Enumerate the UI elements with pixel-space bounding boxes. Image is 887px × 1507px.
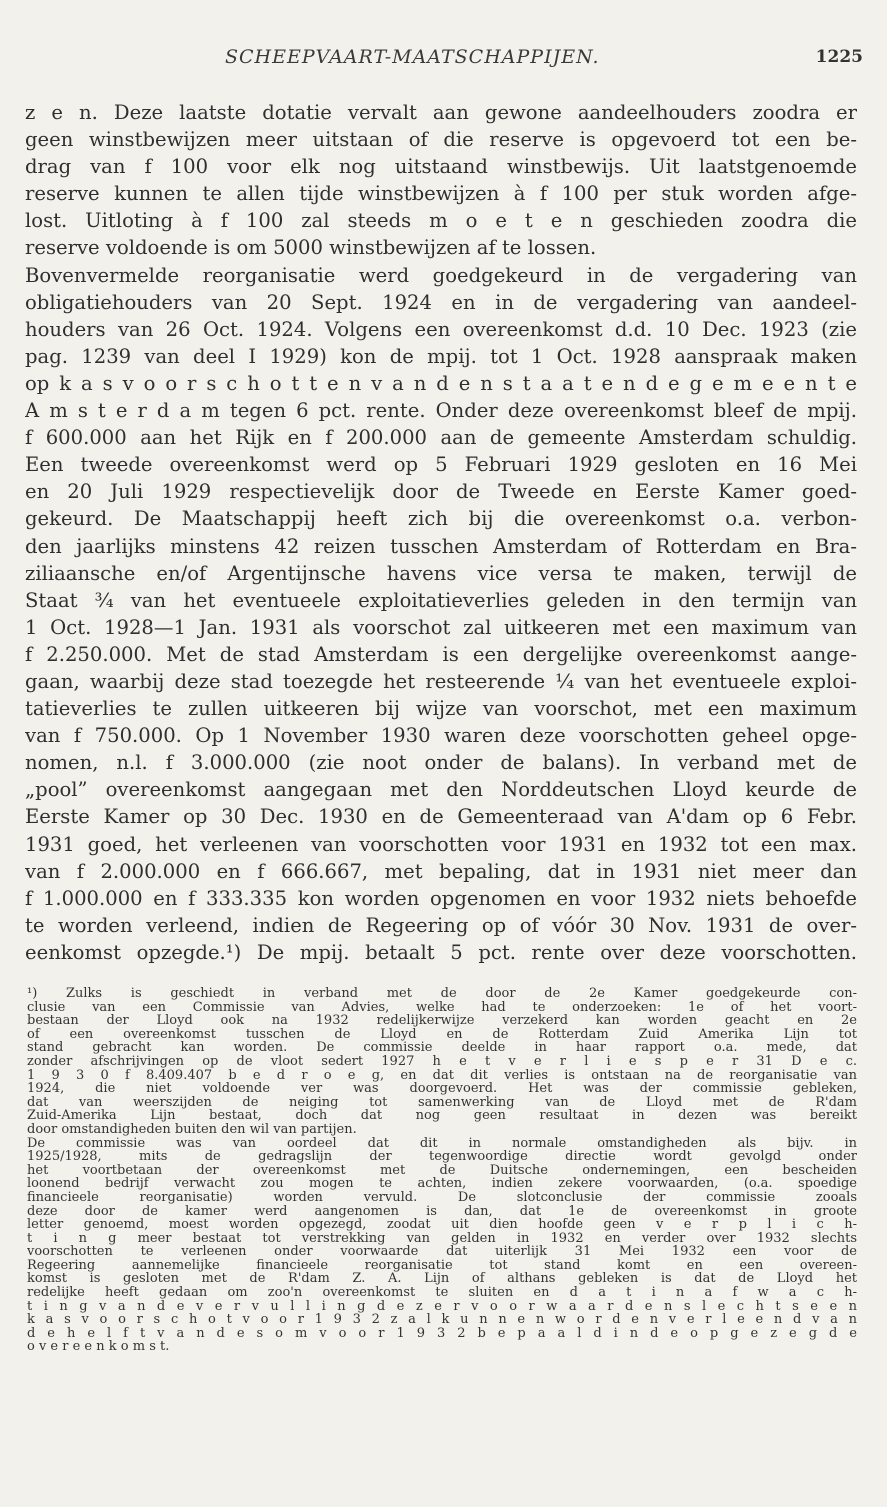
footnote-line: t i n g v a n d e v e r v u l l i n g d e z e r v o o r w a a r d e n s l e c h t s e e n: [27, 1299, 857, 1314]
footnote-line: voorschotten te verleenen onder voorwaarde dat uiterlijk 31 Mei 1932 een voor de: [27, 1245, 857, 1259]
text-line: f 600.000 aan het Rijk en f 200.000 aan de gemeente Amsterdam schuldig.: [25, 426, 857, 450]
footnote-line: loonend bedrijf verwacht zou mogen te achten, indien zekere voorwaarden, (o.a. spoedige: [27, 1177, 857, 1191]
text-line: gekeurd. De Maatschappij heeft zich bij die overeenkomst o.a. verbon-: [25, 507, 857, 531]
text-line: obligatiehouders van 20 Sept. 1924 en in de vergadering van aandeel-: [25, 290, 857, 314]
footnote-line: redelijke heeft gedaan om zoo'n overeenkomst te sluiten en d a t i n a f w a c h-: [27, 1286, 857, 1300]
text-line: nomen, n.l. f 3.000.000 (zie noot onder de balans). In verband met de: [25, 751, 857, 775]
text-line: lost. Uitloting à f 100 zal steeds m o e t e n geschieden zoodra die: [25, 209, 857, 233]
text-line: eenkomst opzegde.¹) De mpij. betaalt 5 pct. rente over deze voorschotten.: [25, 940, 857, 964]
text-line: pag. 1239 van deel I 1929) kon de mpij. tot 1 Oct. 1928 aanspraak maken: [25, 344, 857, 368]
footnote-line: 1924, die niet voldoende ver was doorgevoerd. Het was der commissie gebleken,: [27, 1082, 857, 1096]
text-line: f 1.000.000 en f 333.335 kon worden opgenomen en voor 1932 niets behoefde: [25, 886, 857, 910]
footnote-line: 1 9 3 0 f 8.409.407 b e d r o e g, en dat dit verlies is ontstaan na de reorganisatie van: [27, 1068, 857, 1083]
text-line: Bovenvermelde reorganisatie werd goedgekeurd in de vergadering van: [25, 263, 857, 287]
text-line: Een tweede overeenkomst werd op 5 Februari 1929 gesloten en 16 Mei: [25, 453, 857, 477]
text-line: z e n. Deze laatste dotatie vervalt aan gewone aandeelhouders zoodra er: [25, 101, 857, 124]
footnote-line: bestaan der Lloyd ook na 1932 redelijkerwijze verzekerd kan worden geacht en 2e: [27, 1014, 857, 1028]
footnote-line: o v e r e e n k o m s t.: [27, 1340, 170, 1355]
text-line: houders van 26 Oct. 1924. Volgens een overeenkomst d.d. 10 Dec. 1923 (zie: [25, 317, 857, 341]
text-line: van f 2.000.000 en f 666.667, met bepaling, dat in 1931 niet meer dan: [25, 859, 857, 883]
text-line: Eerste Kamer op 30 Dec. 1930 en de Gemeenteraad van A'dam op 6 Febr.: [25, 805, 857, 829]
text-line: ziliaansche en/of Argentijnsche havens vice versa te maken, terwijl de: [25, 561, 857, 585]
text-line: Staat ¾ van het eventueele exploitatieverlies geleden in den termijn van: [25, 588, 857, 612]
text-line: te worden verleend, indien de Regeering op of vóór 30 Nov. 1931 de over-: [25, 913, 857, 937]
text-line: reserve kunnen te allen tijde winstbewijzen à f 100 per stuk worden afge-: [25, 182, 857, 206]
footnote-line: clusie van een Commissie van Advies, welke had te onderzoeken: 1e of het voort-: [27, 1000, 857, 1015]
text-line: gaan, waarbij deze stad toezegde het resteerende ¼ van het eventueele exploi-: [25, 669, 857, 693]
text-line: op k a s v o o r s c h o t t e n v a n d e n s t a a t e n d e g e m e e n t e: [25, 371, 857, 395]
footnote-line: k a s v o o r s c h o t v o o r 1 9 3 2 z a l k u n n e n w o r d e n v e r l e e n d v a n: [27, 1313, 857, 1327]
text-line: geen winstbewijzen meer uitstaan of die reserve is opgevoerd tot een be-: [25, 128, 857, 152]
footnote-line: ¹) Zulks is geschiedt in verband met de door de 2e Kamer goedgekeurde con-: [27, 987, 857, 1001]
footnote-line: t i n g meer bestaat tot verstrekking van gelden in 1932 en verder over 1932 slechts: [27, 1231, 857, 1246]
text-line: en 20 Juli 1929 respectievelijk door de Tweede en Eerste Kamer goed-: [25, 480, 857, 504]
footnote-line: zonder afschrijvingen op de vloot sedert 1927 h e t v e r l i e s p e r 31 D e c.: [27, 1054, 857, 1069]
footnote-block: [27, 987, 857, 1354]
text-line: den jaarlijks minstens 42 reizen tusschen Amsterdam of Rotterdam en Bra-: [25, 534, 857, 558]
footnote-line: financieele reorganisatie) worden vervuld. De slotconclusie der commissie zooals: [27, 1190, 857, 1205]
footnote-line: Zuid-Amerika Lijn bestaat, doch dat nog geen resultaat in dezen was bereikt: [27, 1109, 857, 1123]
page-number: 1225: [815, 47, 863, 67]
text-line: f 2.250.000. Met de stad Amsterdam is een dergelijke overeenkomst aange-: [25, 642, 857, 666]
footnote-line: 1925/1928, mits de gedragslijn der tegenwoordige directie wordt gevolgd onder: [27, 1150, 857, 1164]
footnote-line: d e h e l f t v a n d e s o m v o o r 1 9 3 2 b e p a a l d i n d e o p g e z e g d e: [27, 1326, 857, 1341]
text-line: 1 Oct. 1928—1 Jan. 1931 als voorschot zal uitkeeren met een maximum van: [25, 615, 857, 639]
page-header: [0, 46, 887, 78]
text-line: „pool” overeenkomst aangegaan met den Norddeutschen Lloyd keurde de: [25, 778, 857, 802]
footnote-line: door omstandigheden buiten den wil van partijen.: [27, 1122, 357, 1137]
footnote-line: het voortbetaan der overeenkomst met de Duitsche ondernemingen, een bescheiden: [27, 1163, 857, 1178]
footnote-line: of een overeenkomst tusschen de Lloyd en de Rotterdam Zuid Amerika Lijn tot: [27, 1027, 857, 1042]
footnote-line: deze door de kamer werd aangenomen is dan, dat 1e de overeenkomst in groote: [27, 1204, 857, 1219]
footnote-line: dat van weerszijden de neiging tot samenwerking van de Lloyd met de R'dam: [27, 1095, 857, 1110]
running-title: SCHEEPVAART-MAATSCHAPPIJEN.: [225, 46, 600, 68]
text-line: A m s t e r d a m tegen 6 pct. rente. Onder deze overeenkomst bleef de mpij.: [25, 399, 857, 423]
footnote-line: letter genoemd, moest worden opgezegd, zoodat uit dien hoofde geen v e r p l i c h-: [27, 1218, 857, 1232]
text-line: van f 750.000. Op 1 November 1930 waren deze voorschotten geheel opge-: [25, 724, 857, 748]
text-line: drag van f 100 voor elk nog uitstaand winstbewijs. Uit laatstgenoemde: [25, 155, 857, 179]
text-line: tatieverlies te zullen uitkeeren bij wijze van voorschot, met een maximum: [25, 697, 857, 721]
footnote-line: De commissie was van oordeel dat dit in normale omstandigheden als bijv. in: [27, 1136, 857, 1151]
text-line: 1931 goed, het verleenen van voorschotten voor 1931 en 1932 tot een max.: [25, 832, 857, 856]
footnote-line: komst is gesloten met de R'dam Z. A. Lijn of althans gebleken is dat de Lloyd het: [27, 1272, 857, 1287]
text-line: reserve voldoende is om 5000 winstbewijzen af te lossen.: [25, 236, 597, 260]
footnote-line: Regeering aannemelijke financieele reorganisatie tot stand komt en een overeen-: [27, 1258, 857, 1273]
main-text: [25, 99, 857, 966]
footnote-line: stand gebracht kan worden. De commissie deelde in haar rapport o.a. mede, dat: [27, 1041, 857, 1055]
